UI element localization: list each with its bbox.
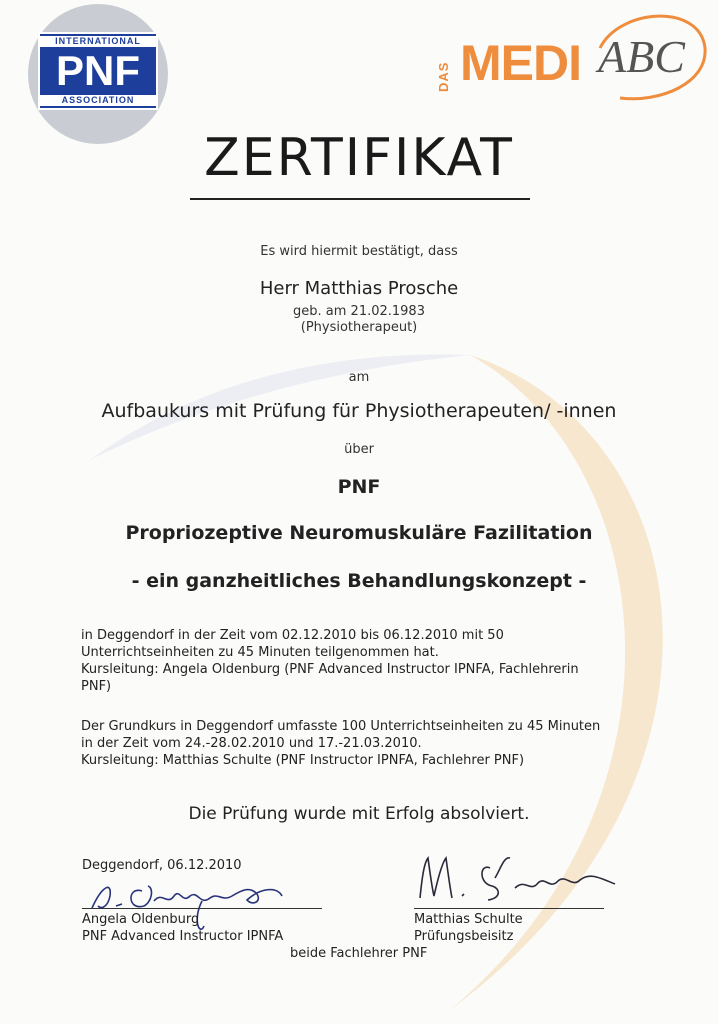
paragraph-line: in Deggendorf in der Zeit vom 02.12.2010 bis 06.12.2010 mit 50: [81, 628, 504, 643]
signatory-left-name: Angela Oldenburg: [82, 912, 200, 927]
signature-line-right: [414, 908, 604, 909]
recipient-name: Herr Matthias Prosche: [259, 278, 459, 299]
recipient-profession: (Physiotherapeut): [300, 320, 418, 335]
ueber-text: über: [344, 442, 374, 457]
mediabc-logo: [430, 8, 710, 108]
title-underline: [190, 198, 530, 200]
paragraph-line: PNF): [81, 679, 112, 694]
signatories-note: beide Fachlehrer PNF: [290, 946, 428, 961]
certificate-title: ZERTIFIKAT: [204, 128, 514, 188]
paragraph-line: Kursleitung: Matthias Schulte (PNF Instructor IPNFA, Fachlehrer PNF): [81, 753, 525, 768]
signature-right-image: [400, 848, 630, 908]
subject-concept: - ein ganzheitliches Behandlungskonzept -: [131, 570, 587, 592]
course-name: Aufbaukurs mit Prüfung für Physiotherapeuten/ -innen: [101, 400, 617, 422]
confirm-text: Es wird hiermit bestätigt, dass: [260, 244, 458, 259]
recipient-birthdate: geb. am 21.02.1983: [293, 304, 425, 319]
am-text: am: [348, 370, 370, 385]
course-details-paragraph: [81, 627, 641, 695]
paragraph-line: Kursleitung: Angela Oldenburg (PNF Advanced Instructor IPNFA, Fachlehrerin: [81, 662, 579, 677]
signatory-left-title: PNF Advanced Instructor IPNFA: [82, 929, 284, 944]
subject-abbrev: PNF: [337, 476, 381, 498]
place-date: Deggendorf, 06.12.2010: [82, 858, 242, 873]
logo-das-text: DAS: [436, 61, 451, 92]
logo-text-bottom: ASSOCIATION: [40, 95, 156, 106]
basic-course-paragraph: [81, 718, 641, 769]
paragraph-line: in der Zeit vom 24.-28.02.2010 und 17.-21.03.2010.: [81, 736, 422, 751]
signature-line-left: [82, 908, 322, 909]
logo-abc-text: ABC: [598, 31, 685, 82]
logo-text-main: PNF: [56, 47, 140, 94]
pnf-association-logo: [28, 4, 168, 144]
signatory-right-title: Prüfungsbeisitz: [414, 929, 514, 944]
paragraph-line: Unterrichtseinheiten zu 45 Minuten teilgenommen hat.: [81, 645, 439, 660]
logo-medi-text: MEDI: [460, 35, 581, 91]
paragraph-line: Der Grundkurs in Deggendorf umfasste 100 Unterrichtseinheiten zu 45 Minuten: [81, 719, 601, 734]
exam-result: Die Prüfung wurde mit Erfolg absolviert.: [188, 804, 530, 824]
logo-text-top: INTERNATIONAL: [40, 36, 156, 47]
subject-full: Propriozeptive Neuromuskuläre Fazilitation: [125, 522, 593, 544]
signatory-right-name: Matthias Schulte: [414, 912, 523, 927]
